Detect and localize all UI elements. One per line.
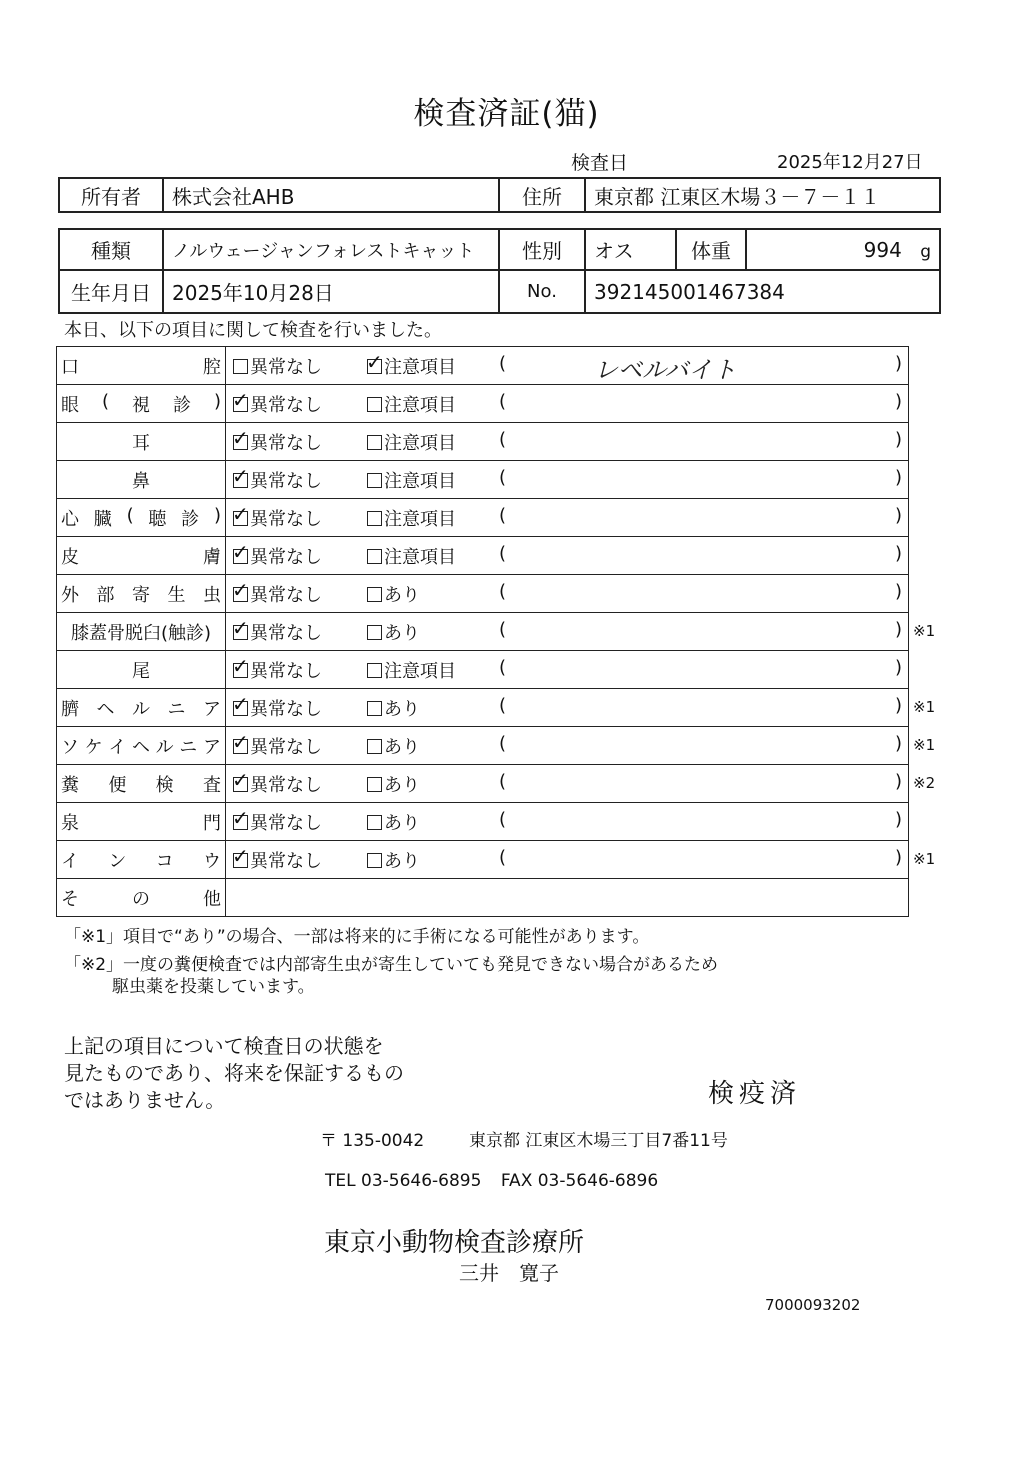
check-row <box>57 727 909 765</box>
check-item-label <box>57 575 226 613</box>
paren-close: ) <box>894 619 902 640</box>
check-result <box>226 385 909 423</box>
item-char: 生 <box>167 584 186 606</box>
paren-close: ) <box>894 771 902 792</box>
footnote-mark: ※1 <box>913 698 936 716</box>
paren-open: ( <box>499 847 507 868</box>
item-char: ウ <box>202 850 221 872</box>
footnote-2: 「※2」一度の糞便検査では内部寄生虫が寄生していても発見できない場合があるため <box>64 955 719 975</box>
item-char: ヘ <box>131 736 150 758</box>
fax: FAX 03-5646-6896 <box>500 1171 659 1191</box>
paren-open: ( <box>499 353 507 374</box>
checkbox[interactable] <box>367 397 382 412</box>
option-normal-label: 異常なし <box>250 585 322 606</box>
check-mark-icon: ✓ <box>232 464 249 488</box>
breed-label: 種類 <box>59 229 163 270</box>
check-result <box>226 803 909 841</box>
option-alert-label: 注意項目 <box>384 547 456 568</box>
checkbox-checked[interactable] <box>232 502 249 526</box>
check-result <box>226 841 909 879</box>
paren-close: ) <box>894 733 902 754</box>
option-alert-label: 注意項目 <box>384 661 456 682</box>
paren-open: ( <box>499 809 507 830</box>
checkbox-checked[interactable] <box>232 388 249 412</box>
check-item-label <box>57 765 226 803</box>
option-normal-label: 異常なし <box>250 433 322 454</box>
checkbox[interactable] <box>367 739 382 754</box>
disclaimer-line-1: 上記の項目について検査日の状態を <box>64 1034 384 1058</box>
checkbox[interactable] <box>367 511 382 526</box>
item-char: 尾 <box>132 660 150 682</box>
inspection-date: 2025年12月27日 <box>777 152 923 173</box>
check-row <box>57 499 909 537</box>
footnote-mark: ※1 <box>913 850 936 868</box>
item-char: イ <box>108 736 127 758</box>
checkbox[interactable] <box>367 473 382 488</box>
footnote-mark: ※1 <box>913 622 936 640</box>
checkbox[interactable] <box>367 435 382 450</box>
option-normal-label: 異常なし <box>250 471 322 492</box>
check-mark-icon: ✓ <box>232 616 249 640</box>
address-label: 住所 <box>499 178 585 212</box>
option-alert-label: あり <box>384 623 420 644</box>
check-row-other <box>57 879 909 917</box>
option-alert-label: あり <box>384 585 420 606</box>
item-char: 便 <box>108 774 127 796</box>
check-result <box>226 575 909 613</box>
option-normal-label: 異常なし <box>250 813 322 834</box>
check-result <box>226 651 909 689</box>
clinic-address: 東京都 江東区木場三丁目7番11号 <box>469 1131 728 1151</box>
option-normal[interactable] <box>232 388 322 417</box>
check-mark-icon: ✓ <box>232 768 249 792</box>
option-alert-label: 注意項目 <box>384 471 456 492</box>
check-item-label <box>57 651 226 689</box>
option-alert[interactable] <box>367 657 456 683</box>
item-char: 腔 <box>203 356 221 378</box>
option-alert-label: あり <box>384 813 420 834</box>
option-alert-label: 注意項目 <box>384 433 456 454</box>
item-char: ) <box>213 390 221 412</box>
item-char: 虫 <box>203 584 221 606</box>
check-mark-icon: ✓ <box>232 388 249 412</box>
checkbox-checked[interactable] <box>232 540 249 564</box>
item-char: 部 <box>96 584 115 606</box>
disclaimer-line-2: 見たものであり、将来を保証するもの <box>64 1061 404 1085</box>
weight-value: 994 <box>863 237 902 262</box>
option-alert[interactable] <box>367 543 456 569</box>
check-item-label <box>57 385 226 423</box>
paren-close: ) <box>894 847 902 868</box>
item-char: の <box>132 888 150 910</box>
check-row <box>57 461 909 499</box>
paren-open: ( <box>499 619 507 640</box>
item-char: 外 <box>61 584 79 606</box>
document-title: 検査済証(猫) <box>413 96 600 132</box>
item-char: ソ <box>61 736 79 758</box>
option-normal[interactable] <box>232 616 322 645</box>
option-normal[interactable] <box>232 768 322 797</box>
check-mark-icon: ✓ <box>232 540 249 564</box>
item-char: ル <box>132 698 150 720</box>
paren-open: ( <box>499 657 507 678</box>
option-normal-label: 異常なし <box>250 509 322 530</box>
item-char: 寄 <box>132 584 150 606</box>
paren-close: ) <box>894 695 902 716</box>
footnote-2-cont: 駆虫薬を投薬しています。 <box>112 977 315 997</box>
check-row <box>57 841 909 879</box>
check-mark-icon: ✓ <box>232 578 249 602</box>
checkbox[interactable] <box>367 587 382 602</box>
paren-open: ( <box>499 695 507 716</box>
no-value: 392145001467384 <box>585 270 940 313</box>
option-normal[interactable] <box>232 806 322 835</box>
check-row <box>57 347 909 385</box>
checkbox-checked[interactable] <box>232 578 249 602</box>
weight-cell <box>746 229 940 270</box>
checkbox-checked[interactable] <box>232 730 249 754</box>
item-char: 泉 <box>61 812 79 834</box>
check-item-label <box>57 537 226 575</box>
checkbox[interactable] <box>367 701 382 716</box>
inspection-date-label: 検査日 <box>571 152 629 174</box>
checkbox[interactable] <box>367 625 382 640</box>
option-alert-label: あり <box>384 699 420 720</box>
item-char: ア <box>202 736 221 758</box>
option-normal-label: 異常なし <box>250 775 322 796</box>
owner-value: 株式会社AHB <box>163 178 499 212</box>
check-item-label <box>57 613 226 651</box>
checkbox-checked[interactable] <box>232 464 249 488</box>
check-item-label <box>57 347 226 385</box>
item-char: ニ <box>179 736 198 758</box>
paren-close: ) <box>894 353 902 374</box>
checkbox[interactable] <box>233 359 248 374</box>
footnote-mark: ※2 <box>913 774 936 792</box>
check-row <box>57 613 909 651</box>
item-char: ニ <box>167 698 186 720</box>
owner-label: 所有者 <box>59 178 163 212</box>
option-alert[interactable] <box>367 391 456 417</box>
item-char: 診 <box>181 508 200 530</box>
item-char: ヘ <box>96 698 115 720</box>
weight-label: 体重 <box>676 229 746 270</box>
option-normal[interactable] <box>232 426 322 455</box>
checkbox-checked[interactable] <box>232 844 249 868</box>
option-normal-label: 異常なし <box>250 547 322 568</box>
item-char: ( <box>126 504 134 526</box>
checkbox-checked[interactable] <box>366 350 383 374</box>
option-alert[interactable] <box>367 733 420 759</box>
option-normal-label: 異常なし <box>250 699 322 720</box>
check-result <box>226 461 909 499</box>
option-alert[interactable] <box>367 695 420 721</box>
check-row <box>57 689 909 727</box>
item-char: 門 <box>203 812 221 834</box>
option-normal[interactable] <box>233 353 322 379</box>
option-alert[interactable] <box>366 350 456 379</box>
check-row <box>57 385 909 423</box>
item-char: ケ <box>84 736 103 758</box>
item-char: 皮 <box>61 546 79 568</box>
option-alert[interactable] <box>367 505 456 531</box>
check-row <box>57 575 909 613</box>
check-row <box>57 537 909 575</box>
check-result <box>226 727 909 765</box>
check-mark-icon: ✓ <box>232 654 249 678</box>
item-char: 聴 <box>148 508 167 530</box>
contact-line <box>325 1171 658 1191</box>
checkbox-checked[interactable] <box>232 616 249 640</box>
item-char: 査 <box>202 774 221 796</box>
paren-close: ) <box>894 543 902 564</box>
option-normal[interactable] <box>232 654 322 683</box>
check-result <box>226 613 909 651</box>
option-alert[interactable] <box>367 581 420 607</box>
check-result <box>226 765 909 803</box>
no-label: No. <box>499 270 585 313</box>
checkbox[interactable] <box>367 853 382 868</box>
check-row <box>57 651 909 689</box>
footnote-1: 「※1」項目で“あり”の場合、一部は将来的に手術になる可能性があります。 <box>64 927 650 947</box>
footnote-mark: ※1 <box>913 736 936 754</box>
paren-close: ) <box>894 429 902 450</box>
check-mark-icon: ✓ <box>232 844 249 868</box>
option-alert-label: あり <box>384 851 420 872</box>
animal-table <box>58 228 941 314</box>
option-alert[interactable] <box>367 771 420 797</box>
option-alert-label: あり <box>384 775 420 796</box>
checkbox[interactable] <box>367 549 382 564</box>
inspector-name: 三井 寛子 <box>459 1261 559 1285</box>
option-normal-label: 異常なし <box>250 357 322 378</box>
checkbox-checked[interactable] <box>232 692 249 716</box>
item-char: ン <box>108 850 127 872</box>
other-result[interactable] <box>226 879 909 917</box>
paren-close: ) <box>894 581 902 602</box>
check-result <box>226 499 909 537</box>
check-result <box>226 423 909 461</box>
item-char: 耳 <box>132 432 150 454</box>
check-row <box>57 765 909 803</box>
sex-value: オス <box>585 229 676 270</box>
option-alert-label: あり <box>384 737 420 758</box>
item-char: ) <box>213 504 221 526</box>
quarantine-stamp: 検疫済 <box>708 1079 802 1109</box>
check-item-label <box>57 803 226 841</box>
option-alert-label: 注意項目 <box>384 395 456 416</box>
paren-open: ( <box>499 543 507 564</box>
check-item-label <box>57 727 226 765</box>
check-item-label <box>57 841 226 879</box>
option-alert[interactable] <box>367 429 456 455</box>
option-normal-label: 異常なし <box>250 623 322 644</box>
paren-open: ( <box>499 391 507 412</box>
paren-close: ) <box>894 505 902 526</box>
check-mark-icon: ✓ <box>232 806 249 830</box>
check-item-label <box>57 423 226 461</box>
item-char: 口 <box>61 356 79 378</box>
item-char: ル <box>155 736 174 758</box>
option-normal-label: 異常なし <box>250 737 322 758</box>
check-result <box>226 347 909 385</box>
clinic-name: 東京小動物検査診療所 <box>324 1228 585 1258</box>
item-char: 糞 <box>61 774 79 796</box>
postal-code: 〒 135-0042 <box>320 1131 425 1151</box>
option-alert-label: 注意項目 <box>384 509 456 530</box>
paren-close: ) <box>894 657 902 678</box>
option-normal[interactable] <box>232 844 322 873</box>
item-char: 眼 <box>61 394 79 416</box>
birth-value: 2025年10月28日 <box>163 270 499 313</box>
item-char: 臍 <box>61 698 79 720</box>
option-alert[interactable] <box>367 619 420 645</box>
option-alert[interactable] <box>367 847 420 873</box>
option-normal-label: 異常なし <box>250 851 322 872</box>
checkbox[interactable] <box>367 815 382 830</box>
disclaimer-line-3: ではありません。 <box>64 1088 226 1112</box>
option-normal[interactable] <box>232 578 322 607</box>
check-result <box>226 537 909 575</box>
address-value: 東京都 江東区木場３－７－１１ <box>585 178 940 212</box>
checkbox-checked[interactable] <box>232 654 249 678</box>
item-char: イ <box>61 850 79 872</box>
item-char: 膚 <box>203 546 221 568</box>
paren-open: ( <box>499 467 507 488</box>
checkbox-checked[interactable] <box>232 426 249 450</box>
check-item-label <box>57 461 226 499</box>
item-char: 診 <box>172 394 191 416</box>
check-mark-icon: ✓ <box>366 350 383 374</box>
checkbox[interactable] <box>367 663 382 678</box>
option-alert-label: 注意項目 <box>384 357 456 378</box>
checks-table <box>56 346 909 917</box>
handwritten-note: レベルバイト <box>594 356 737 384</box>
checkbox-checked[interactable] <box>232 768 249 792</box>
check-mark-icon: ✓ <box>232 692 249 716</box>
option-alert[interactable] <box>367 467 456 493</box>
checkbox-checked[interactable] <box>232 806 249 830</box>
check-mark-icon: ✓ <box>232 502 249 526</box>
paren-open: ( <box>499 505 507 526</box>
item-char: 検 <box>155 774 174 796</box>
paren-close: ) <box>894 391 902 412</box>
paren-open: ( <box>499 771 507 792</box>
check-row <box>57 803 909 841</box>
birth-label: 生年月日 <box>59 270 163 313</box>
option-normal-label: 異常なし <box>250 395 322 416</box>
option-normal-label: 異常なし <box>250 661 322 682</box>
item-char: そ <box>61 888 79 910</box>
option-normal[interactable] <box>232 502 322 531</box>
item-char: 他 <box>203 888 221 910</box>
item-char: 心 <box>61 508 79 530</box>
item-char: 視 <box>132 394 150 416</box>
check-row <box>57 423 909 461</box>
check-mark-icon: ✓ <box>232 730 249 754</box>
check-item-label <box>57 689 226 727</box>
item-char: コ <box>155 850 174 872</box>
item-char: 臓 <box>93 508 112 530</box>
sex-label: 性別 <box>499 229 585 270</box>
check-item-label <box>57 879 226 917</box>
tel: TEL 03-5646-6895 <box>325 1171 482 1191</box>
checkbox[interactable] <box>367 777 382 792</box>
paren-close: ) <box>894 809 902 830</box>
check-item-label <box>57 499 226 537</box>
item-char: ア <box>203 698 221 720</box>
weight-unit: g <box>920 241 931 262</box>
item-char: ( <box>101 390 110 412</box>
item-char: 鼻 <box>132 470 150 492</box>
option-normal[interactable] <box>232 540 322 569</box>
paren-open: ( <box>499 733 507 754</box>
option-normal[interactable] <box>232 730 322 759</box>
check-result <box>226 689 909 727</box>
intro-text: 本日、以下の項目に関して検査を行いました。 <box>64 320 442 341</box>
option-alert[interactable] <box>367 809 420 835</box>
breed-value: ノルウェージャンフォレストキャット <box>163 229 499 270</box>
item-char: 膝蓋骨脱臼(触診) <box>70 622 212 644</box>
paren-open: ( <box>499 429 507 450</box>
option-normal[interactable] <box>232 692 322 721</box>
paren-open: ( <box>499 581 507 602</box>
owner-table <box>58 177 941 213</box>
paren-close: ) <box>894 467 902 488</box>
option-normal[interactable] <box>232 464 322 493</box>
check-mark-icon: ✓ <box>232 426 249 450</box>
serial-number: 7000093202 <box>765 1296 861 1314</box>
